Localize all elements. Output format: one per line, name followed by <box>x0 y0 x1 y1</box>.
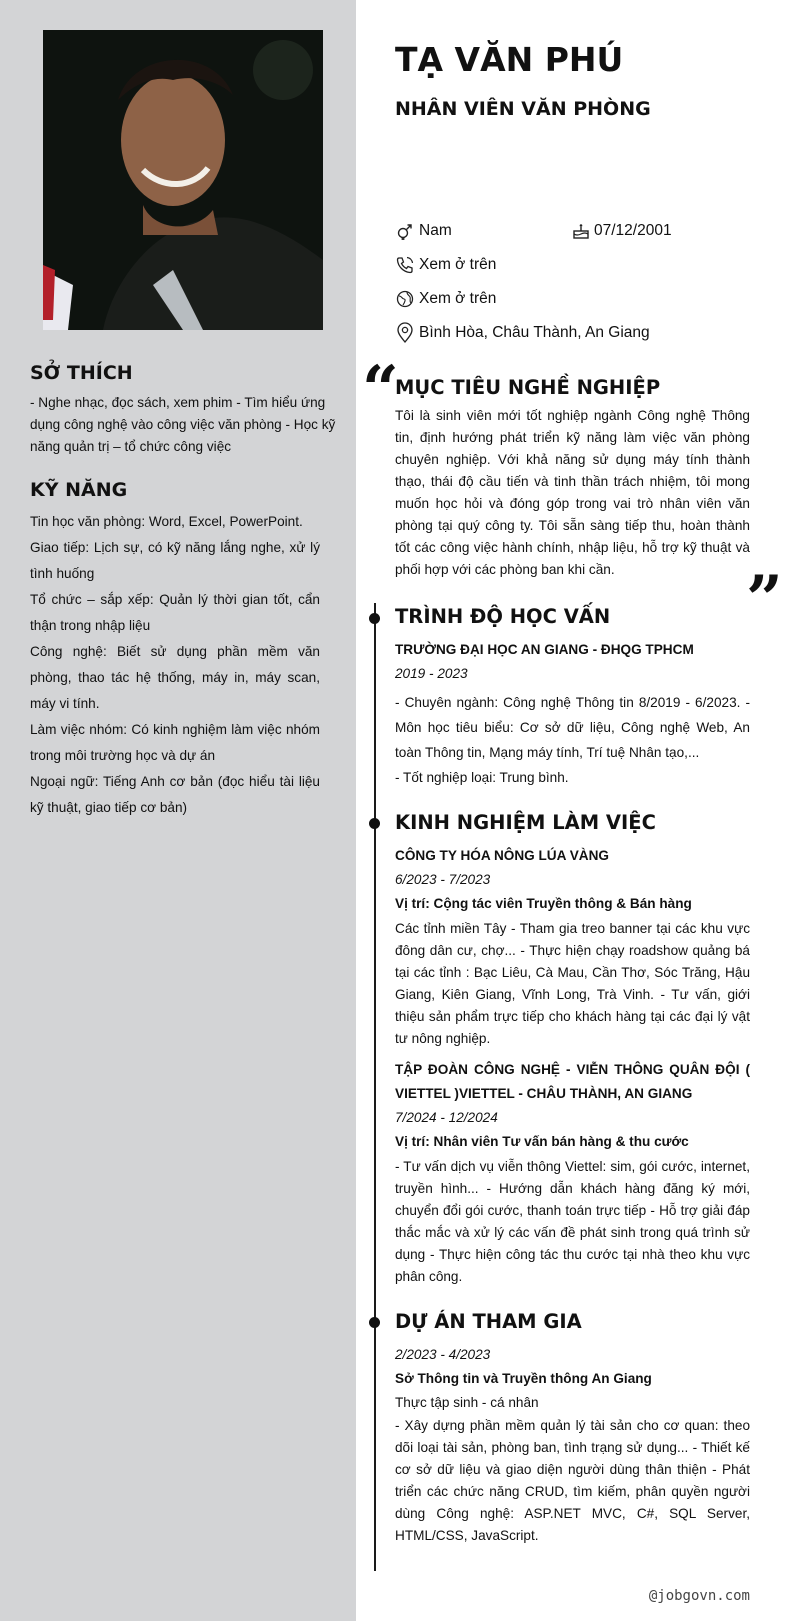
globe-icon <box>395 289 415 309</box>
footer-watermark: @jobgovn.com <box>648 1588 750 1604</box>
address-row <box>395 321 650 345</box>
hobbies-section <box>30 362 336 458</box>
project-description: - Xây dựng phần mềm quản lý tài sản cho cơ quan: theo dõi loại tài sản, phòng ban, tình trạng sử dụng... - Thiết kế cơ sở dữ liệu và giao diện người dùng thân thiện - Phát triển các chức năng CRUD, tìm kiếm, phân quyền người dùng Công nghệ: ASP.NET MVC, C#, SQL Server, HTML/CSS, JavaScript. <box>395 1418 750 1543</box>
location-pin-icon <box>395 322 415 344</box>
job-company: TẬP ĐOÀN CÔNG NGHỆ - VIỄN THÔNG QUÂN ĐỘI ( VIETTEL )VIETTEL - CHÂU THÀNH, AN GIANG <box>395 1062 750 1101</box>
gender-value: Nam <box>419 222 452 239</box>
job-position: Vị trí: Cộng tác viên Truyền thông & Bán hàng <box>395 896 692 911</box>
education-grade: - Tốt nghiệp loại: Trung bình. <box>395 770 569 785</box>
candidate-name: TẠ VĂN PHÚ <box>395 40 624 79</box>
job-title: NHÂN VIÊN VĂN PHÒNG <box>395 98 651 120</box>
project-role: Thực tập sinh - cá nhân <box>395 1395 539 1410</box>
education-title: TRÌNH ĐỘ HỌC VẤN <box>395 605 611 628</box>
open-quote-icon: “ <box>362 352 399 427</box>
close-quote-icon: ” <box>746 562 783 637</box>
gender-row <box>395 219 452 243</box>
experience-section <box>395 811 750 1288</box>
objective-title: MỤC TIÊU NGHỀ NGHIỆP <box>395 376 661 399</box>
skills-section <box>30 479 336 821</box>
phone-value: Xem ở trên <box>419 256 497 273</box>
skill-item: Ngoại ngữ: Tiếng Anh cơ bản (đọc hiểu tài liệu kỹ thuật, giao tiếp cơ bản) <box>30 774 320 815</box>
gender-icon <box>395 221 415 241</box>
skills-list <box>30 509 336 821</box>
job-description: Các tỉnh miền Tây - Tham gia treo banner tại các khu vực đông dân cư, chợ... - Thực hiện chạy roadshow quảng bá tại các tỉnh : Bạc Liêu, Cà Mau, Cần Thơ, Sóc Trăng, Hậu Giang, Kiên Giang, Vĩnh Long, Trà Vinh. - Tư vấn, giới thiệu sản phẩm trực tiếp cho khách hàng tại các đại lý vật tư nông nghiệp. <box>395 921 750 1046</box>
phone-row <box>395 253 496 277</box>
skill-item: Tổ chức – sắp xếp: Quản lý thời gian tốt, cẩn thận trong nhập liệu <box>30 592 320 633</box>
job-period: 7/2024 - 12/2024 <box>395 1110 498 1125</box>
education-section <box>395 605 750 790</box>
hobbies-title: SỞ THÍCH <box>30 362 133 384</box>
timeline-dot <box>369 1317 380 1328</box>
timeline-dot <box>369 613 380 624</box>
skill-item: Giao tiếp: Lịch sự, có kỹ năng lắng nghe, xử lý tình huống <box>30 540 320 581</box>
phone-icon <box>395 255 415 275</box>
job-period: 6/2023 - 7/2023 <box>395 872 491 887</box>
job-position: Vị trí: Nhân viên Tư vấn bán hàng & thu cước <box>395 1134 689 1149</box>
hobbies-text: - Nghe nhạc, đọc sách, xem phim - Tìm hiểu ứng dụng công nghệ vào công việc văn phòng - Học kỹ năng quản trị – tổ chức công việc <box>30 395 336 454</box>
skill-item: Làm việc nhóm: Có kinh nghiệm làm việc nhóm trong môi trường học và dự án <box>30 722 320 763</box>
timeline-line <box>374 603 376 1571</box>
timeline-dot <box>369 818 380 829</box>
website-row <box>395 287 496 311</box>
projects-section <box>395 1310 750 1547</box>
skill-item: Công nghệ: Biết sử dụng phần mềm văn phòng, thao tác hệ thống, máy in, máy scan, máy vi tính. <box>30 644 320 711</box>
objective-text: Tôi là sinh viên mới tốt nghiệp ngành Công nghệ Thông tin, định hướng phát triển kỹ năng làm việc văn phòng chuyên nghiệp. Với khả năng sử dụng máy tính thành thạo, thái độ cầu tiến và tinh thần trách nhiệm, tôi mong muốn học hỏi và đóng góp trong vai trò nhân viên văn phòng tại quý công ty. Tôi sẵn sàng tiếp thu, hoàn thành tốt các công việc hành chính, nhập liệu, hỗ trợ kỹ thuật và phối hợp với các phòng ban khi cần. <box>395 408 750 577</box>
education-details: - Chuyên ngành: Công nghệ Thông tin 8/2019 - 6/2023. - Môn học tiêu biểu: Cơ sở dữ liệu, Công nghệ Web, An toàn Thông tin, Mạng máy tính, Trí tuệ Nhân tạo,... <box>395 695 750 760</box>
skill-item: Tin học văn phòng: Word, Excel, PowerPoint. <box>30 514 303 529</box>
experience-title: KINH NGHIỆM LÀM VIỆC <box>395 811 656 834</box>
project-org: Sở Thông tin và Truyền thông An Giang <box>395 1371 652 1386</box>
profile-photo <box>43 30 323 330</box>
job-description: - Tư vấn dịch vụ viễn thông Viettel: sim, gói cước, internet, truyền hình... - Hướng dẫn khách hàng đăng ký mới, chuyển đổi gói cước, thanh toán trực tiếp - Hỗ trợ giải đáp thắc mắc và xử lý các vấn đề phát sinh trong quá trình sử dụng - Thực hiện công tác thu cước tại nhà theo khu vực phân công. <box>395 1159 750 1284</box>
birthdate-row <box>572 219 672 243</box>
website-value: Xem ở trên <box>419 290 497 307</box>
skills-title: KỸ NĂNG <box>30 479 128 501</box>
projects-title: DỰ ÁN THAM GIA <box>395 1310 582 1333</box>
address-value: Bình Hòa, Châu Thành, An Giang <box>419 324 650 341</box>
cake-icon <box>572 222 590 240</box>
birthdate-value: 07/12/2001 <box>594 222 672 239</box>
person-photo-illustration <box>43 30 323 330</box>
objective-section <box>395 376 750 581</box>
project-period: 2/2023 - 4/2023 <box>395 1347 491 1362</box>
education-period: 2019 - 2023 <box>395 666 468 681</box>
school-name: TRƯỜNG ĐẠI HỌC AN GIANG - ĐHQG TPHCM <box>395 642 694 657</box>
job-company: CÔNG TY HÓA NÔNG LÚA VÀNG <box>395 848 609 863</box>
